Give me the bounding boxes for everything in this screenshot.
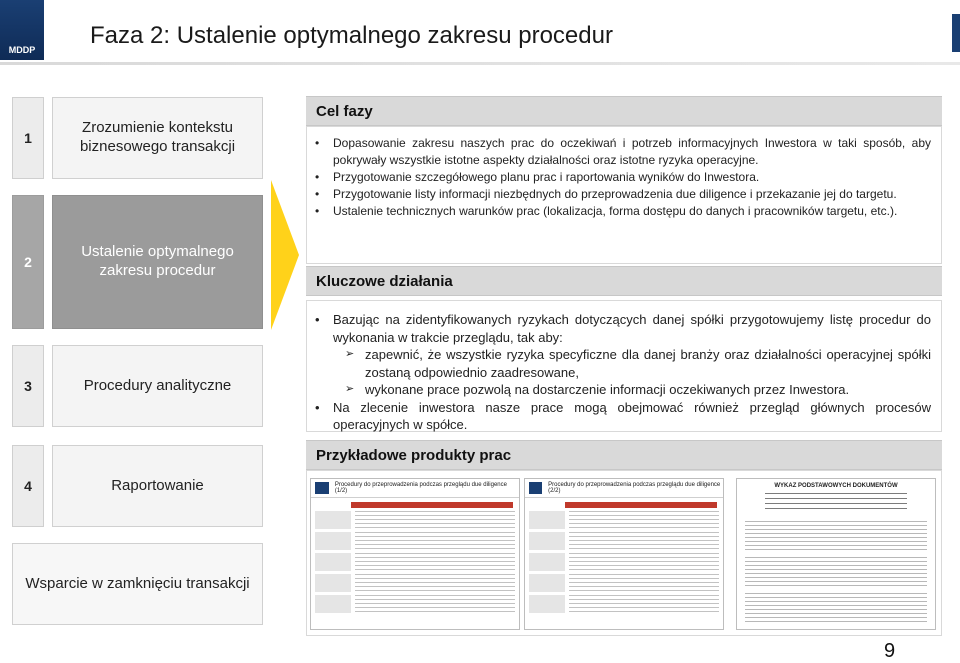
stage-item-1[interactable]: Zrozumienie kontekstu biznesowego transakcji (52, 97, 263, 179)
header-divider (0, 62, 960, 65)
thumb-logo-icon (315, 482, 329, 494)
stage-item-2[interactable]: Ustalenie optymalnego zakresu procedur (52, 195, 263, 329)
kluczowe-bullet-text: Bazując na zidentyfikowanych ryzykach dotyczących danej spółki przygotowujemy listę procedur do wykonania w trakcie przeglądu, tak aby: (333, 312, 931, 345)
produkty-heading: Przykładowe produkty prac (306, 440, 942, 470)
page-number: 9 (884, 640, 896, 662)
kluczowe-subpoint: ➢ wykonane prace pozwolą na dostarczenie informacji oczekiwanych przez Inwestora. (333, 381, 931, 399)
page-title: Faza 2: Ustalenie optymalnego zakresu procedur (90, 22, 613, 49)
logo-text: MDDP (8, 45, 36, 55)
kluczowe-subpoint: ➢ zapewnić, że wszystkie ryzyka specyficzne dla danej branży oraz działalności operacyjnej spółki zostaną odpowiednio zaadresowane, (333, 346, 931, 381)
thumbnail-title: Procedury do przeprowadzenia podczas przeglądu due diligence (2/2) (548, 482, 721, 494)
kluczowe-bullet (307, 311, 931, 399)
kluczowe-dzialania-heading: Kluczowe działania (306, 266, 942, 296)
product-thumbnail-3[interactable] (736, 478, 936, 630)
stage-number-2: 2 (12, 195, 44, 329)
thumbnail-title: WYKAZ PODSTAWOWYCH DOKUMENTÓW (774, 483, 898, 489)
cel-fazy-bullet: • Ustalenie technicznych warunków prac (lokalizacja, forma dostępu do danych i pracowników targetu, etc.). (307, 203, 931, 220)
active-stage-arrow-icon (271, 180, 299, 330)
cel-fazy-bullet: • Przygotowanie listy informacji niezbędnych do przeprowadzenia due diligence i przekazanie jej do targetu. (307, 186, 931, 203)
stage-item-4[interactable]: Raportowanie (52, 445, 263, 527)
kluczowe-bullet: • Na zlecenie inwestora nasze prace mogą obejmować również przegląd głównych procesów operacyjnych w spółce. (307, 399, 931, 434)
kluczowe-dzialania-panel (306, 300, 942, 432)
cel-fazy-heading: Cel fazy (306, 96, 942, 126)
thumb-bar (565, 502, 717, 508)
cel-fazy-panel (306, 126, 942, 264)
cel-fazy-bullet: • Dopasowanie zakresu naszych prac do oczekiwań i potrzeb informacyjnych Inwestora w taki sposób, aby pokrywały wszystkie istotne aspekty działalności oraz istotne ryzyka operacyjne. (307, 135, 931, 169)
product-thumbnail-2[interactable] (524, 478, 724, 630)
stage-number-4: 4 (12, 445, 44, 527)
stage-item-3[interactable]: Procedury analityczne (52, 345, 263, 427)
stage-item-5[interactable]: Wsparcie w zamknięciu transakcji (12, 543, 263, 625)
thumb-bar (351, 502, 513, 508)
stage-number-1: 1 (12, 97, 44, 179)
cel-fazy-bullet: • Przygotowanie szczegółowego planu prac i raportowania wyników do Inwestora. (307, 169, 931, 186)
product-thumbnail-1[interactable] (310, 478, 520, 630)
thumbnail-title: Procedury do przeprowadzenia podczas przeglądu due diligence (1/2) (334, 482, 507, 494)
header-accent (952, 14, 960, 52)
stage-number-3: 3 (12, 345, 44, 427)
thumb-logo-icon (529, 482, 542, 494)
